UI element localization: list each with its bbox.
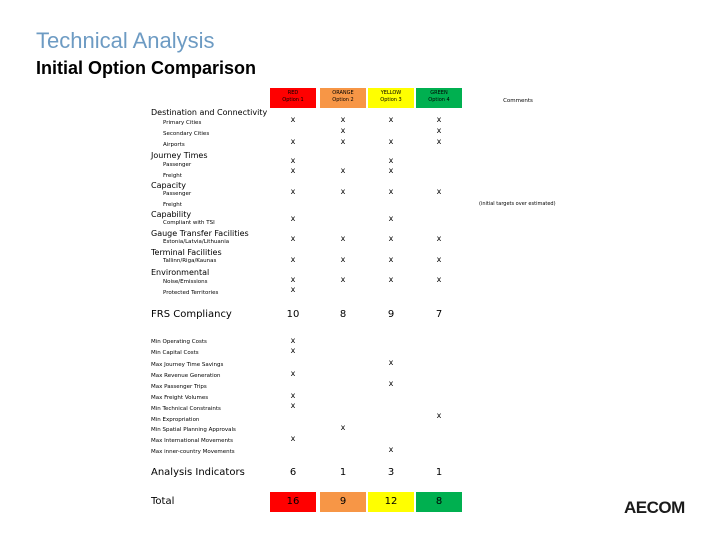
item-noise: Noise/Emissions	[163, 279, 208, 285]
column-header-red	[270, 88, 316, 108]
item-tsi: Compliant with TSI	[163, 220, 215, 226]
aecom-logo: AECOM	[624, 498, 685, 517]
mark-tsi-red: x	[290, 214, 296, 223]
section-destination: Destination and Connectivity	[151, 108, 268, 117]
column-name: GREEN	[430, 90, 448, 96]
mark-primary-orange: x	[340, 115, 346, 124]
criterion-max-revenue-generation: Max Revenue Generation	[151, 373, 221, 379]
mark-spatial-orange: x	[340, 423, 346, 432]
mark-airports-orange: x	[340, 137, 346, 146]
item-protected: Protected Territories	[163, 290, 219, 296]
mark-gauge-green: x	[436, 234, 442, 243]
mark-terminal-yellow: x	[388, 255, 394, 264]
frs-score-green: 7	[435, 309, 443, 320]
mark-protected-red: x	[290, 285, 296, 294]
total-green: 8	[416, 492, 462, 512]
capacity-note: (initial targets over estimated)	[479, 201, 556, 207]
mark-passenger-trips-yellow: x	[388, 379, 394, 388]
comments-header: Comments	[503, 98, 533, 104]
criterion-max-passenger-trips: Max Passenger Trips	[151, 384, 207, 390]
total-label: Total	[151, 496, 175, 507]
mark-tsi-yellow: x	[388, 214, 394, 223]
criterion-min-spatial-planning: Min Spatial Planning Approvals	[151, 427, 236, 433]
analysis-score-red: 6	[289, 467, 297, 478]
criterion-max-freight-volumes: Max Freight Volumes	[151, 395, 209, 401]
mark-terminal-green: x	[436, 255, 442, 264]
mark-airports-red: x	[290, 137, 296, 146]
analysis-indicators-label: Analysis Indicators	[151, 467, 245, 478]
mark-technical-red: x	[290, 401, 296, 410]
column-option: Option 1	[282, 96, 304, 103]
frs-score-orange: 8	[339, 309, 347, 320]
section-environmental: Environmental	[151, 268, 210, 277]
mark-noise-orange: x	[340, 275, 346, 284]
total-orange: 9	[320, 492, 366, 512]
column-option: Option 2	[332, 96, 354, 103]
mark-primary-red: x	[290, 115, 296, 124]
frs-score-yellow: 9	[387, 309, 395, 320]
column-option: Option 4	[428, 96, 450, 103]
item-secondary-cities: Secondary Cities	[163, 131, 210, 137]
mark-jt-freight-orange: x	[340, 166, 346, 175]
item-cap-freight: Freight	[163, 202, 182, 208]
criterion-max-journey-time-savings: Max Journey Time Savings	[151, 362, 224, 368]
criterion-max-inner-country-movements: Max inner-country Movements	[151, 449, 235, 455]
mark-secondary-orange: x	[340, 126, 346, 135]
mark-airports-yellow: x	[388, 137, 394, 146]
column-header-green	[416, 88, 462, 108]
frs-compliancy-label: FRS Compliancy	[151, 309, 232, 320]
frs-score-red: 10	[286, 309, 300, 320]
item-primary-cities: Primary Cities	[163, 120, 202, 126]
mark-terminal-red: x	[290, 255, 296, 264]
item-jt-freight: Freight	[163, 173, 182, 179]
column-header-orange	[320, 88, 366, 108]
criterion-max-international-movements: Max International Movements	[151, 438, 233, 444]
total-red: 16	[270, 492, 316, 512]
item-jt-passenger: Passenger	[163, 162, 192, 168]
mark-cap-passenger-orange: x	[340, 187, 346, 196]
section-gauge-transfer: Gauge Transfer Facilities	[151, 229, 249, 238]
mark-terminal-orange: x	[340, 255, 346, 264]
mark-journey-savings-yellow: x	[388, 358, 394, 367]
analysis-score-orange: 1	[339, 467, 347, 478]
section-capability: Capability	[151, 210, 192, 219]
page-title: Technical Analysis	[36, 28, 215, 53]
mark-primary-yellow: x	[388, 115, 394, 124]
mark-noise-yellow: x	[388, 275, 394, 284]
mark-gauge-red: x	[290, 234, 296, 243]
mark-jt-freight-red: x	[290, 166, 296, 175]
item-gauge-countries: Estonia/Latvia/Lithuania	[163, 239, 230, 245]
column-name: YELLOW	[380, 90, 402, 96]
mark-jt-passenger-yellow: x	[388, 156, 394, 165]
mark-international-red: x	[290, 434, 296, 443]
mark-noise-green: x	[436, 275, 442, 284]
analysis-score-green: 1	[435, 467, 443, 478]
analysis-score-yellow: 3	[387, 467, 395, 478]
column-option: Option 3	[380, 96, 402, 103]
mark-capital-red: x	[290, 346, 296, 355]
mark-inner-country-yellow: x	[388, 445, 394, 454]
mark-gauge-orange: x	[340, 234, 346, 243]
item-terminal-cities: Tallinn/Riga/Kaunas	[163, 258, 217, 264]
mark-cap-passenger-red: x	[290, 187, 296, 196]
criterion-min-expropriation: Min Expropriation	[151, 417, 200, 423]
column-name: ORANGE	[332, 90, 354, 96]
mark-airports-green: x	[436, 137, 442, 146]
criterion-min-technical-constraints: Min Technical Constraints	[151, 406, 221, 412]
item-cap-passenger: Passenger	[163, 191, 192, 197]
mark-primary-green: x	[436, 115, 442, 124]
mark-revenue-red: x	[290, 369, 296, 378]
column-header-yellow	[368, 88, 414, 108]
criterion-min-capital-costs: Min Capital Costs	[151, 350, 199, 356]
mark-freight-volumes-red: x	[290, 391, 296, 400]
mark-noise-red: x	[290, 275, 296, 284]
mark-cap-passenger-yellow: x	[388, 187, 394, 196]
item-airports: Airports	[163, 142, 185, 148]
mark-gauge-yellow: x	[388, 234, 394, 243]
mark-operating-red: x	[290, 336, 296, 345]
mark-jt-passenger-red: x	[290, 156, 296, 165]
section-terminal: Terminal Facilities	[151, 248, 222, 257]
page-subtitle: Initial Option Comparison	[36, 58, 256, 78]
section-journey-times: Journey Times	[151, 151, 208, 160]
mark-secondary-green: x	[436, 126, 442, 135]
column-name: RED	[287, 90, 299, 96]
total-yellow: 12	[368, 492, 414, 512]
criterion-min-operating-costs: Min Operating Costs	[151, 339, 207, 345]
mark-cap-passenger-green: x	[436, 187, 442, 196]
mark-jt-freight-yellow: x	[388, 166, 394, 175]
mark-expropriation-green: x	[436, 411, 442, 420]
section-capacity: Capacity	[151, 181, 186, 190]
